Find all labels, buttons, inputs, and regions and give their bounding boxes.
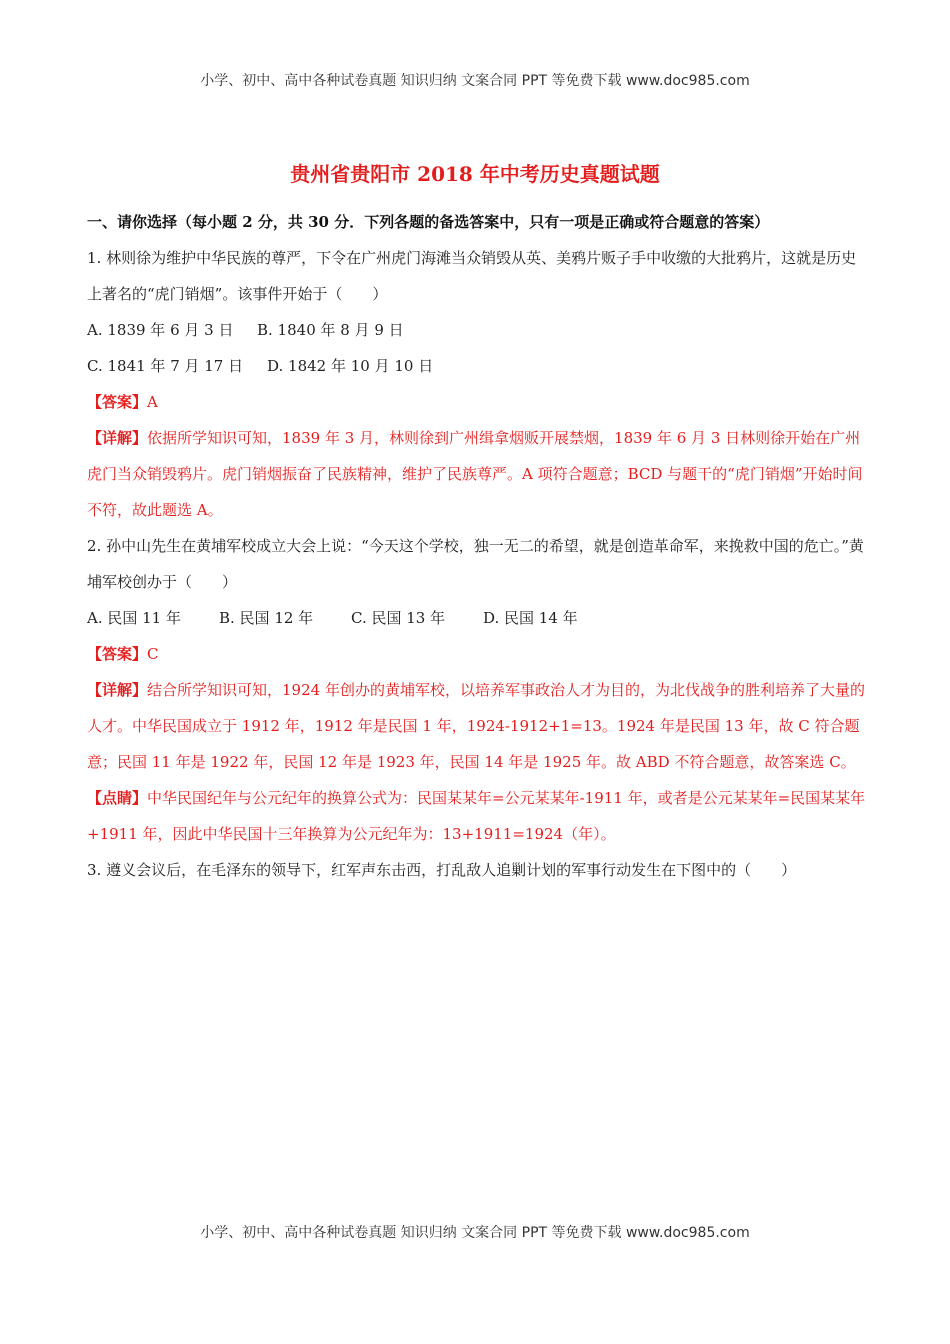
question-1-text: 1. 林则徐为维护中华民族的尊严，下令在广州虎门海滩当众销毁从英、美鸦片贩子手中收缴的大批鸦片，这就是历史上著名的“虎门销烟”。该事件开始于（ ）: [87, 249, 857, 303]
question-2-option-b: B. 民国 12 年: [219, 609, 314, 627]
question-2-option-a: A. 民国 11 年: [87, 609, 181, 627]
point-tag: 【点睛】: [87, 789, 148, 807]
question-1-option-b: B. 1840 年 8 月 9 日: [257, 321, 404, 339]
question-1-options-row-1: [87, 312, 867, 348]
answer-tag: 【答案】: [87, 393, 148, 411]
detail-text: 结合所学知识可知，1924 年创办的黄埔军校，以培养军事政治人才为目的，为北伐战争的胜利培养了大量的人才。中华民国成立于 1912 年，1912 年是民国 1 年，1924-1912+1=13。1924 年是民国 13 年，故 C 符合题意；民国 11 年是 1922 年，民国 12 年是 1923 年，民国 14 年是 1925 年。故 ABD 不符合题意，故答案选 C。: [87, 681, 865, 771]
detail-tag: 【详解】: [87, 681, 148, 699]
question-1-detail: [87, 420, 867, 528]
detail-text: 依据所学知识可知，1839 年 3 月，林则徐到广州缉拿烟贩开展禁烟，1839 年 6 月 3 日林则徐开始在广州虎门当众销毁鸦片。虎门销烟振奋了民族精神，维护了民族尊严。A 项符合题意；BCD 与题干的“虎门销烟”开始时间不符，故此题选 A。: [87, 429, 863, 519]
document-title: 贵州省贵阳市 2018 年中考历史真题试题: [290, 162, 660, 186]
question-1-options-row-2: [87, 348, 867, 384]
answer-tag: 【答案】: [87, 645, 148, 663]
question-2-options: [87, 600, 867, 636]
question-2-point: [87, 780, 867, 852]
document-body: [87, 208, 867, 888]
question-2-answer: [87, 636, 867, 672]
question-1-option-d: D. 1842 年 10 月 10 日: [267, 357, 434, 375]
question-2-option-c: C. 民国 13 年: [351, 609, 446, 627]
page-header: 小学、初中、高中各种试卷真题 知识归纳 文案合同 PPT 等免费下载 www.doc985.com: [200, 73, 750, 89]
point-text: 中华民国纪年与公元纪年的换算公式为：民国某某年=公元某某年-1911 年，或者是公元某某年=民国某某年+1911 年，因此中华民国十三年换算为公元纪年为：13+1911=1924（年）。: [87, 789, 866, 843]
question-1-option-a: A. 1839 年 6 月 3 日: [87, 321, 234, 339]
question-3-text: 3. 遵义会议后，在毛泽东的领导下，红军声东击西，打乱敌人追剿计划的军事行动发生在下图中的（ ）: [87, 861, 797, 879]
question-2-option-d: D. 民国 14 年: [483, 609, 578, 627]
question-2-text: 2. 孙中山先生在黄埔军校成立大会上说：“今天这个学校，独一无二的希望，就是创造革命军，来挽救中国的危亡。”黄埔军校创办于（ ）: [87, 537, 864, 591]
detail-tag: 【详解】: [87, 429, 148, 447]
question-1-answer: [87, 384, 867, 420]
section-heading: 一、请你选择（每小题 2 分，共 30 分．下列各题的备选答案中，只有一项是正确或符合题意的答案）: [87, 213, 770, 231]
page-footer: 小学、初中、高中各种试卷真题 知识归纳 文案合同 PPT 等免费下载 www.doc985.com: [200, 1225, 750, 1241]
question-1-option-c: C. 1841 年 7 月 17 日: [87, 357, 244, 375]
answer-value: A: [147, 393, 158, 411]
question-2-detail: [87, 672, 867, 780]
answer-value: C: [147, 645, 159, 663]
